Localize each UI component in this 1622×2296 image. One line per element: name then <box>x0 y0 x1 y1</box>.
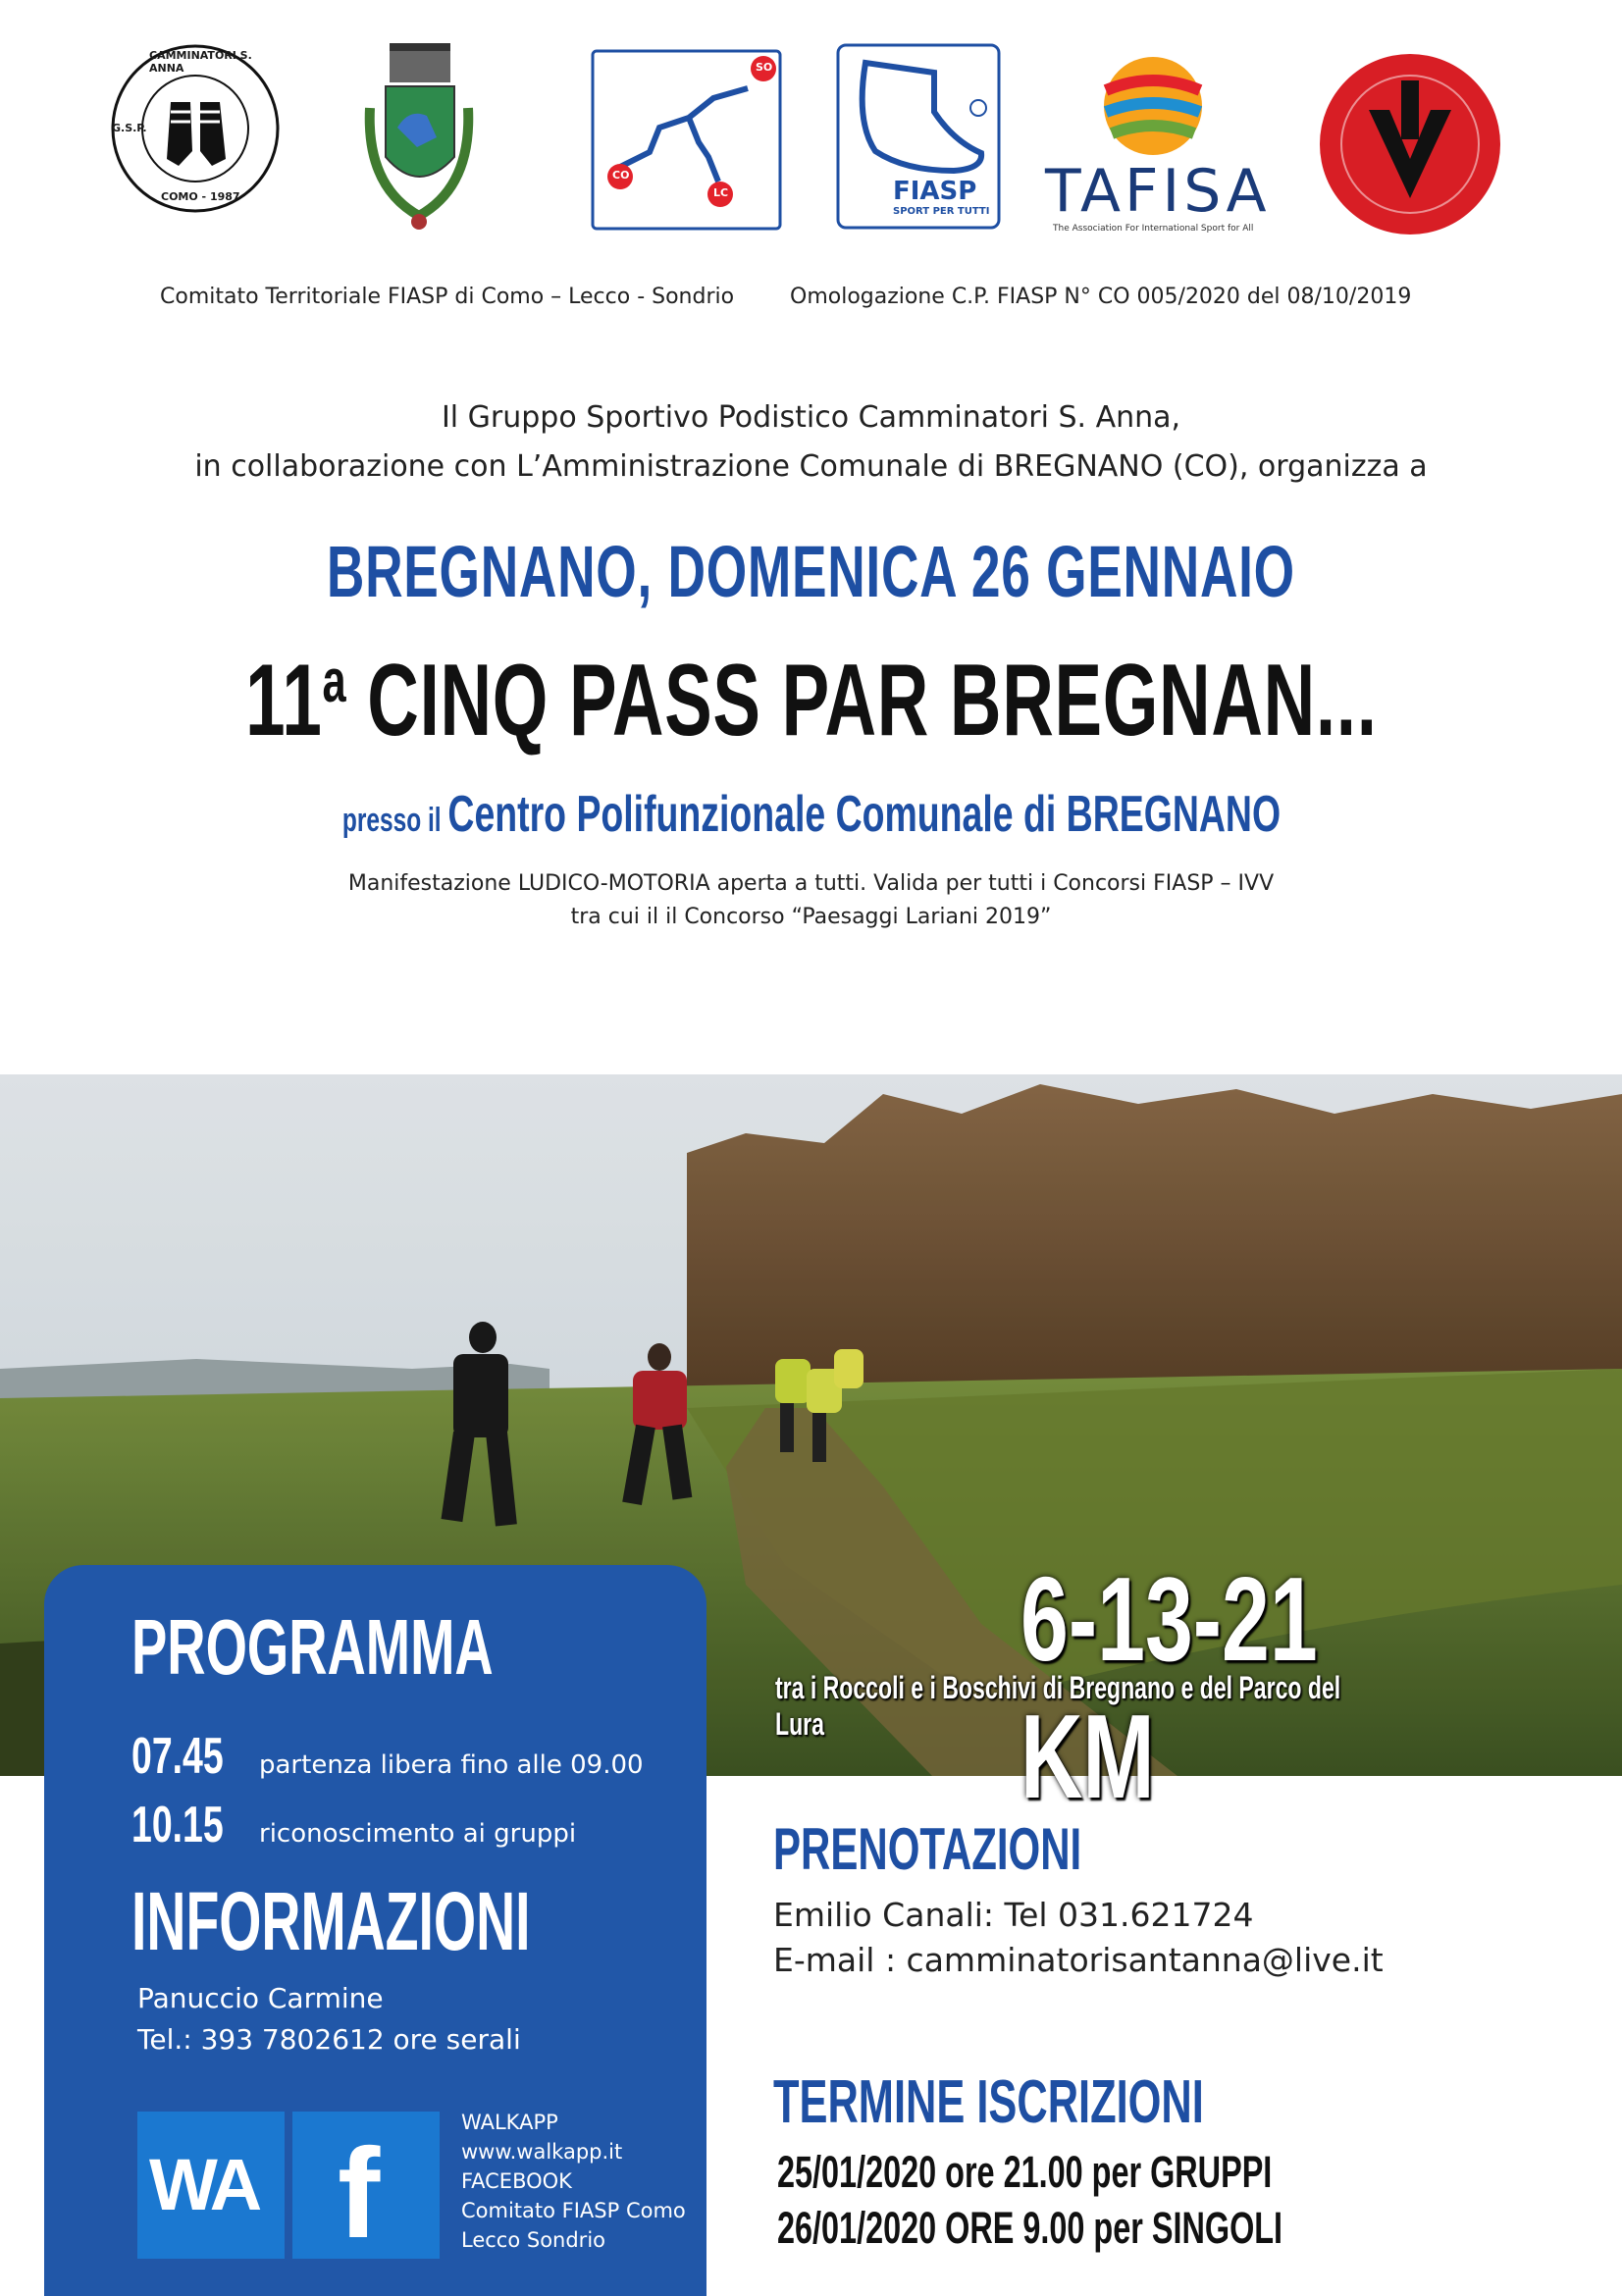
prenotazioni-heading <box>773 1815 1214 1883</box>
venue-text <box>341 785 1280 844</box>
route-description <box>775 1670 1622 1743</box>
contact-name: Panuccio Carmine <box>137 1982 384 2014</box>
territory-map-logo <box>591 49 782 231</box>
lc-badge-text: LC <box>713 186 729 199</box>
distances-text: 6-13-21 KM <box>1020 1552 1318 1823</box>
bregnano-coat-of-arms <box>358 39 481 245</box>
facebook-logo <box>292 2112 440 2265</box>
deadline-singles-text: 26/01/2020 ORE 9.00 per SINGOLI <box>777 2203 1283 2253</box>
co-badge-text: CO <box>612 169 630 182</box>
social-line: Comitato FIASP Como <box>461 2199 686 2222</box>
social-line: WALKAPP <box>461 2111 558 2134</box>
termine-heading-text: TERMINE ISCRIZIONI <box>773 2068 1204 2136</box>
deadline-singles <box>777 2203 1479 2254</box>
camminatori-left-text: G.S.P. <box>112 122 147 134</box>
deadline-groups <box>777 2147 1464 2198</box>
programma-heading <box>131 1602 663 1693</box>
route-description-text: tra i Roccoli e i Boschivi di Bregnano e del Parco del Lura <box>775 1670 1341 1742</box>
event-description-1: Manifestazione LUDICO-MOTORIA aperta a tutti. Valida per tutti i Concorsi FIASP – IVV <box>347 871 1275 896</box>
camminatori-bottom-text: COMO - 1987 <box>161 190 240 203</box>
fiasp-logo <box>836 43 1001 230</box>
social-line: FACEBOOK <box>461 2169 572 2193</box>
event-title-number: 11 <box>244 644 323 757</box>
venue-name: Centro Polifunzionale Comunale di BREGNANO <box>446 786 1281 843</box>
walkapp-logo-text: WA <box>149 2144 259 2225</box>
event-description-2: tra cui il il Concorso “Paesaggi Lariani 2019” <box>570 905 1052 929</box>
programma-heading-text: PROGRAMMA <box>131 1603 494 1691</box>
informazioni-heading-text: INFORMAZIONI <box>131 1875 531 1967</box>
program-item <box>131 1727 644 1786</box>
prenotazioni-heading-text: PRENOTAZIONI <box>773 1816 1082 1882</box>
tafisa-tag-text: The Association For International Sport for All <box>1053 224 1254 234</box>
event-title <box>0 643 1622 759</box>
program-item <box>131 1796 576 1854</box>
fiasp-name-text: FIASP <box>893 177 977 206</box>
event-date-text: BREGNANO, DOMENICA 26 GENNAIO <box>327 531 1295 612</box>
program-time: 07.45 <box>131 1728 224 1785</box>
informazioni-heading <box>131 1874 736 1969</box>
so-badge-text: SO <box>756 61 773 74</box>
venue-line <box>0 785 1622 844</box>
social-line: www.walkapp.it <box>461 2140 623 2164</box>
ivv-logo <box>1315 51 1506 237</box>
camminatori-ring-text: CAMMINATORI S. ANNA <box>149 49 252 75</box>
approval-text: Omologazione C.P. FIASP N° CO 005/2020 del 08/10/2019 <box>790 285 1412 309</box>
walkapp-logo <box>137 2112 285 2259</box>
program-text: riconoscimento ai gruppi <box>259 1819 577 1849</box>
facebook-icon: f <box>338 2121 381 2265</box>
termine-heading <box>773 2067 1388 2137</box>
intro-line-2: in collaborazione con L’Amministrazione Comunale di BREGNANO (CO), organizza a <box>194 449 1428 484</box>
event-title-text <box>245 643 1377 759</box>
committee-text: Comitato Territoriale FIASP di Como – Lecco - Sondrio <box>160 285 735 309</box>
booking-phone: Emilio Canali: Tel 031.621724 <box>773 1896 1254 1934</box>
booking-email: E-mail : camminatorisantanna@live.it <box>773 1941 1384 1979</box>
camminatori-logo <box>110 43 282 215</box>
program-time: 10.15 <box>131 1797 224 1853</box>
social-line: Lecco Sondrio <box>461 2228 605 2252</box>
contact-phone: Tel.: 393 7802612 ore serali <box>137 2023 521 2056</box>
tafisa-name-text: TAFISA <box>1045 157 1271 226</box>
intro-line-1: Il Gruppo Sportivo Podistico Camminatori S. Anna, <box>441 400 1181 435</box>
program-text: partenza libera fino alle 09.00 <box>259 1750 644 1780</box>
deadline-groups-text: 25/01/2020 ore 21.00 per GRUPPI <box>777 2147 1273 2197</box>
venue-prefix: presso il <box>341 802 447 839</box>
tafisa-logo <box>1035 51 1271 234</box>
event-date-heading <box>0 530 1622 613</box>
event-title-rest: CINQ PASS PAR BREGNAN... <box>345 644 1378 757</box>
social-info <box>461 2108 686 2255</box>
event-title-ordinal: a <box>322 648 346 715</box>
fiasp-tag-text: SPORT PER TUTTI <box>893 206 990 217</box>
